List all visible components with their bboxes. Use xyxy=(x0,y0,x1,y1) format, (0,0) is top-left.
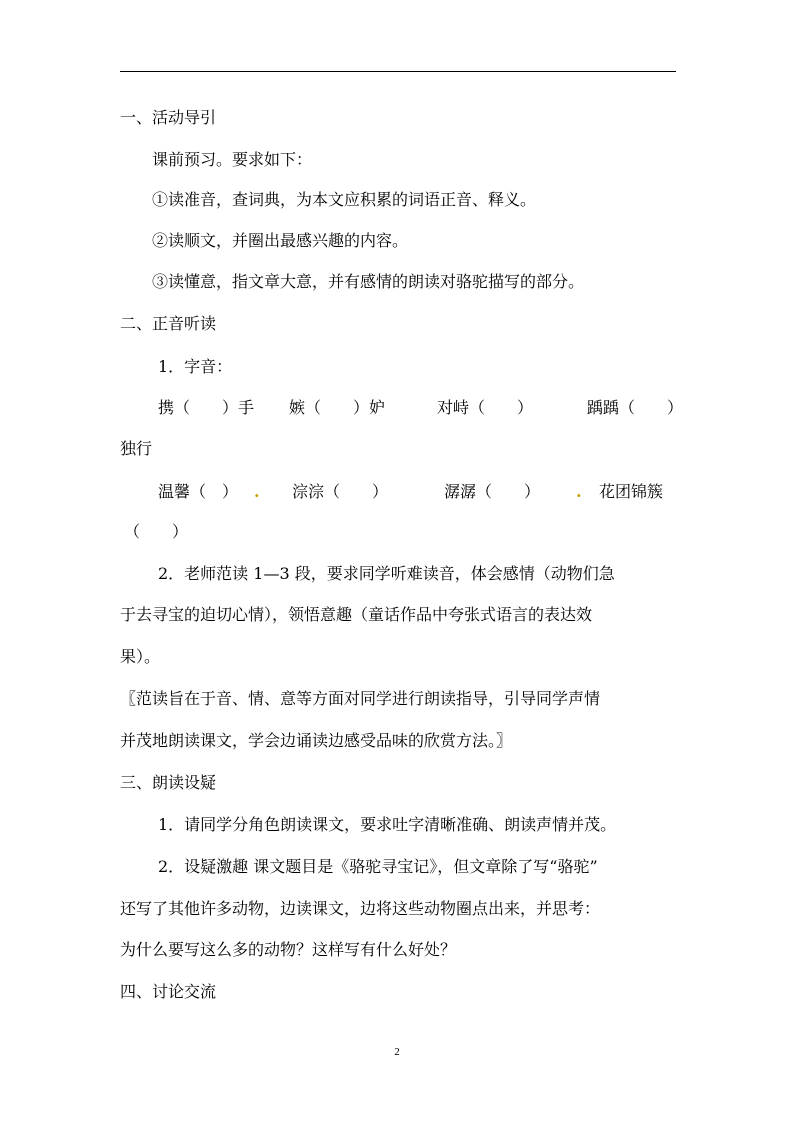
section-3-item-2-line-1: 2．设疑激趣 课文题目是《骆驼寻宝记》，但文章除了写“骆驼” xyxy=(158,857,598,876)
section-3-item-2-line-2: 还写了其他许多动物，边读课文，边将这些动物圈点出来，并思考： xyxy=(120,899,601,918)
page-number: 2 xyxy=(394,1046,400,1058)
word-7: 潺潺（ ） xyxy=(444,482,541,501)
mark-dot: . xyxy=(576,482,582,501)
section-2-sub-2-line-1: 2．老师范读 1—3 段，要求同学听难读音，体会感情（动物们急 xyxy=(158,564,615,583)
word-3: 对峙（ ） xyxy=(437,398,534,417)
section-3-item-1: 1．请同学分角色朗读课文，要求吐字清晰准确、朗读声情并茂。 xyxy=(158,815,617,834)
word-5: 温馨（ ） xyxy=(158,482,239,501)
section-4-title: 四、讨论交流 xyxy=(120,982,217,1001)
word-4: 踽踽（ ） xyxy=(587,398,684,417)
section-3-title: 三、朗读设疑 xyxy=(120,773,217,792)
note-line-2: 并茂地朗读课文，学会边诵读边感受品味的欣赏方法。〗 xyxy=(120,731,513,750)
word-8: 花团锦簇 xyxy=(599,482,664,501)
word-8-continuation: （ ） xyxy=(124,522,189,541)
note-line-1: 〖范读旨在于音、情、意等方面对同学进行朗读指导，引导同学声情 xyxy=(120,689,601,708)
section-1-item-2: ②读顺文，并圈出最感兴趣的内容。 xyxy=(152,231,409,250)
section-2-sub-1: 1．字音： xyxy=(158,357,233,376)
section-3-item-2-line-3: 为什么要写这么多的动物？这样写有什么好处？ xyxy=(120,940,457,959)
word-6: 淙淙（ ） xyxy=(292,482,389,501)
section-2-title: 二、正音听读 xyxy=(120,314,217,333)
section-1-item-1: ①读准音，查词典，为本文应积累的词语正音、释义。 xyxy=(152,190,537,209)
section-1-intro: 课前预习。要求如下： xyxy=(152,150,313,169)
word-4-continuation: 独行 xyxy=(120,439,153,458)
section-1-item-3: ③读懂意，指文章大意，并有感情的朗读对骆驼描写的部分。 xyxy=(152,272,585,291)
mark-dot: . xyxy=(254,482,260,501)
section-2-sub-2-line-3: 果）。 xyxy=(120,647,161,666)
word-1: 携（ ）手 xyxy=(158,398,255,417)
section-2-sub-2-line-2: 于去寻宝的迫切心情），领悟意趣（童话作品中夸张式语言的表达效 xyxy=(120,605,593,624)
word-2: 嫉（ ）妒 xyxy=(289,398,386,417)
header-rule xyxy=(120,71,676,72)
section-1-title: 一、活动导引 xyxy=(120,108,217,127)
